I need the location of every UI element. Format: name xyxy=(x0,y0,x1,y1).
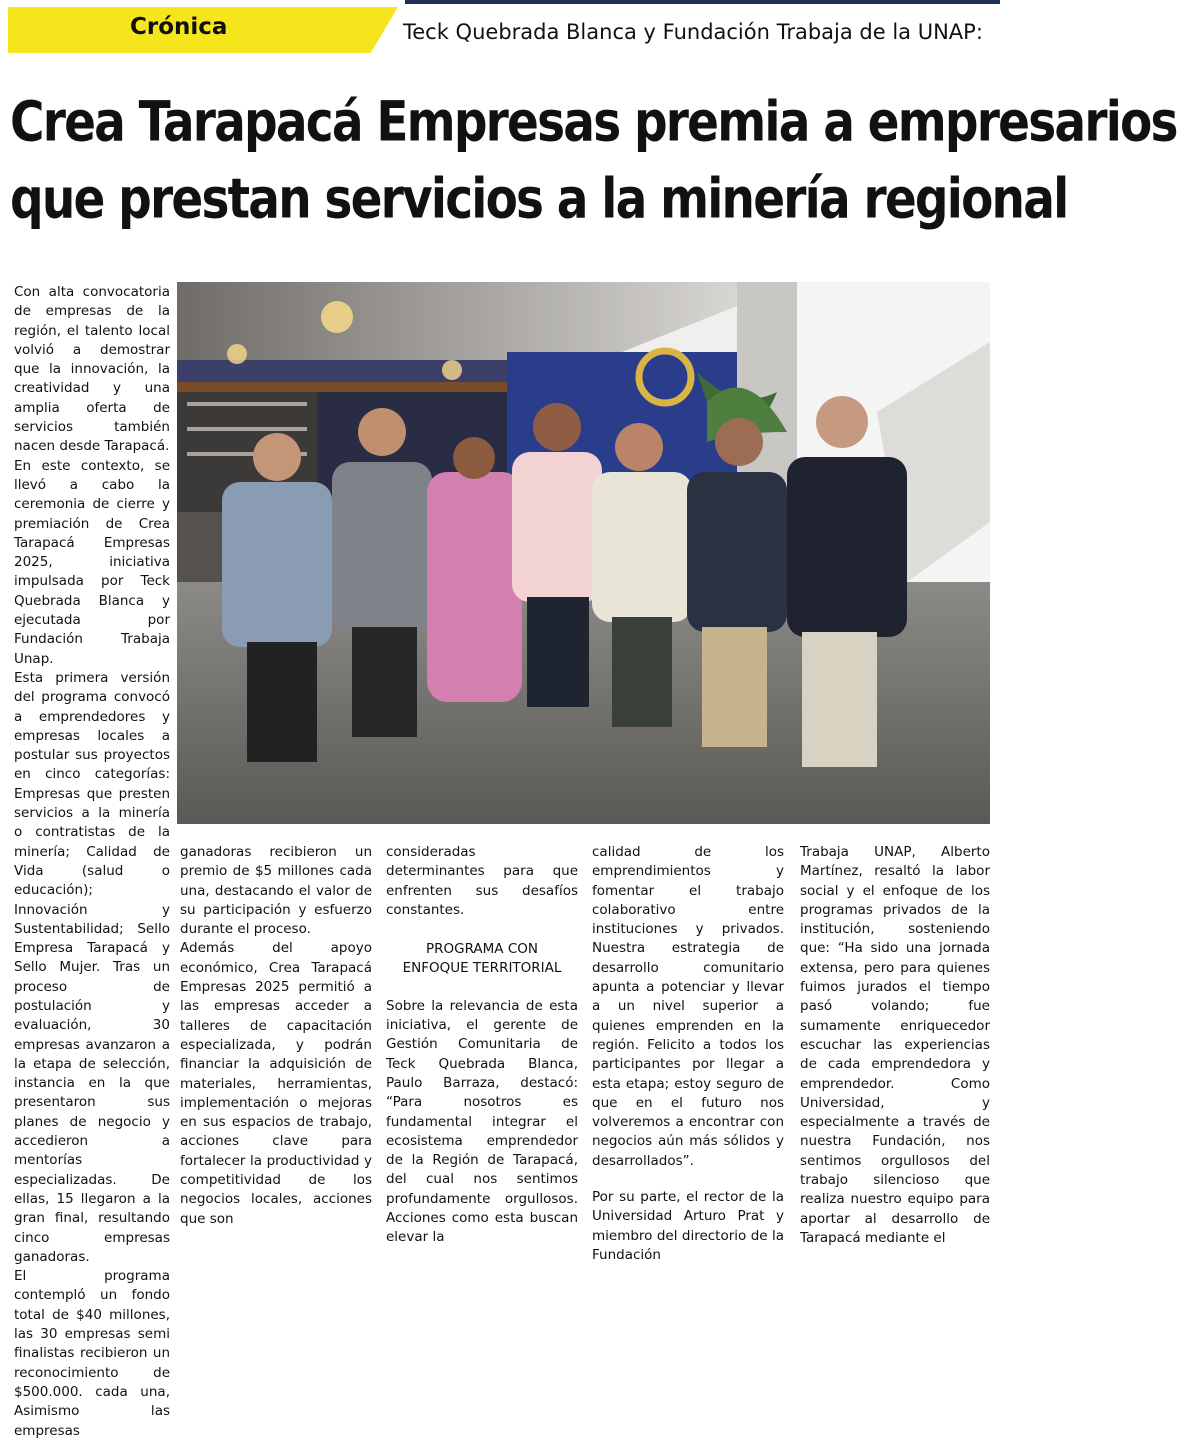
paragraph: Esta primera versión del programa convocó a emprendedores y empresas locales a postular sus proyectos en cinco categorías: Empresas que presten servicios a la minería o contratistas de la minería; Calidad de Vida (salud o educación); Innovación y Sustentabilidad; Sello Empresa Tarapacá y Sello Mujer. Tras un proceso de postulación y evaluación, 30 empresas avanzaron a la etapa de selección, instancia en la que presentaron sus planes de negocio y accedieron a mentorías especializadas. De ellas, 15 llegaron a la gran final, resultando cinco empresas ganadoras. xyxy=(14,669,170,1265)
paragraph: En este contexto, se llevó a cabo la ceremonia de cierre y premiación de Crea Tarapacá Empresas 2025, iniciativa impulsada por Teck Quebrada Blanca y ejecutada por Fundación Trabaja Unap. xyxy=(14,457,170,667)
section-label: Crónica xyxy=(130,14,228,40)
headline-line-2: que prestan servicios a la minería regional xyxy=(10,166,1068,232)
kicker-line: Teck Quebrada Blanca y Fundación Trabaja de la UNAP: xyxy=(403,20,983,44)
paragraph: Además del apoyo económico, Crea Tarapacá Empresas 2025 permitió a las empresas acceder a talleres de capacitación especializada, y podrán financiar la adquisición de materiales, herramientas, implementación o mejoras en sus espacios de trabajo, acciones clave para fortalecer la productividad y competitividad de los negocios locales, acciones que son xyxy=(180,940,372,1227)
event-photo xyxy=(177,282,990,824)
headline xyxy=(10,84,1177,237)
paragraph: Sobre la relevancia de esta iniciativa, el gerente de Gestión Comunitaria de Teck Quebrada Blanca, Paulo Barraza, destacó: “Para nosotros es fundamental integrar el ecosistema emprendedor de la Región de Tarapacá, del cual nos sentimos profundamente orgullosos. Acciones como esta buscan elevar la xyxy=(386,997,578,1246)
column-2 xyxy=(180,843,372,1229)
top-rule xyxy=(405,0,1000,4)
column-3 xyxy=(386,843,578,1248)
column-4 xyxy=(592,843,784,1265)
paragraph: Con alta convocatoria de empresas de la región, el talento local volvió a demostrar que la innovación, la creatividad y una amplia oferta de servicios también nacen desde Tarapacá. xyxy=(14,284,170,455)
headline-line-1: Crea Tarapacá Empresas premia a empresarios xyxy=(10,89,1177,155)
paragraph: Trabaja UNAP, Alberto Martínez, resaltó la labor social y el enfoque de los programas privados de la institución, sosteniendo que: “Ha sido una jornada extensa, pero para quienes fuimos jurados el tiempo pasó volando; fue sumamente enriquecedor escuchar las experiencias de cada emprendedora y emprendedor. Como Universidad, y especialmente a través de nuestra Fundación, nos sentimos orgullosos del trabajo silencioso que realiza nuestro equipo para aportar al desarrollo de Tarapacá mediante el xyxy=(800,844,990,1246)
paragraph: El programa contempló un fondo total de $40 millones, las 30 empresas semi finalistas recibieron un reconocimiento de $500.000. cada una, Asimismo las empresas xyxy=(14,1268,170,1439)
column-1 xyxy=(14,283,170,1441)
subheading xyxy=(386,940,578,979)
subheading-line-1: PROGRAMA CON xyxy=(425,941,538,958)
paragraph: Por su parte, el rector de la Universidad Arturo Prat y miembro del directorio de la Fundación xyxy=(592,1189,784,1263)
column-5 xyxy=(800,843,990,1248)
paragraph: consideradas determinantes para que enfrenten sus desafíos constantes. xyxy=(386,844,578,918)
paragraph: calidad de los emprendimientos y fomentar el trabajo colaborativo entre instituciones y privados. Nuestra estrategia de desarrollo comunitario apunta a potenciar y llevar a un nivel superior a quienes emprenden en la región. Felicito a todos los participantes por llegar a esta etapa; estoy seguro de que en el futuro nos volveremos a encontrar con negocios aún más sólidos y desarrollados”. xyxy=(592,844,784,1169)
subheading-line-2: ENFOQUE TERRITORIAL xyxy=(402,960,562,977)
paragraph: ganadoras recibieron un premio de $5 millones cada una, destacando el valor de su participación y esfuerzo durante el proceso. xyxy=(180,844,372,938)
